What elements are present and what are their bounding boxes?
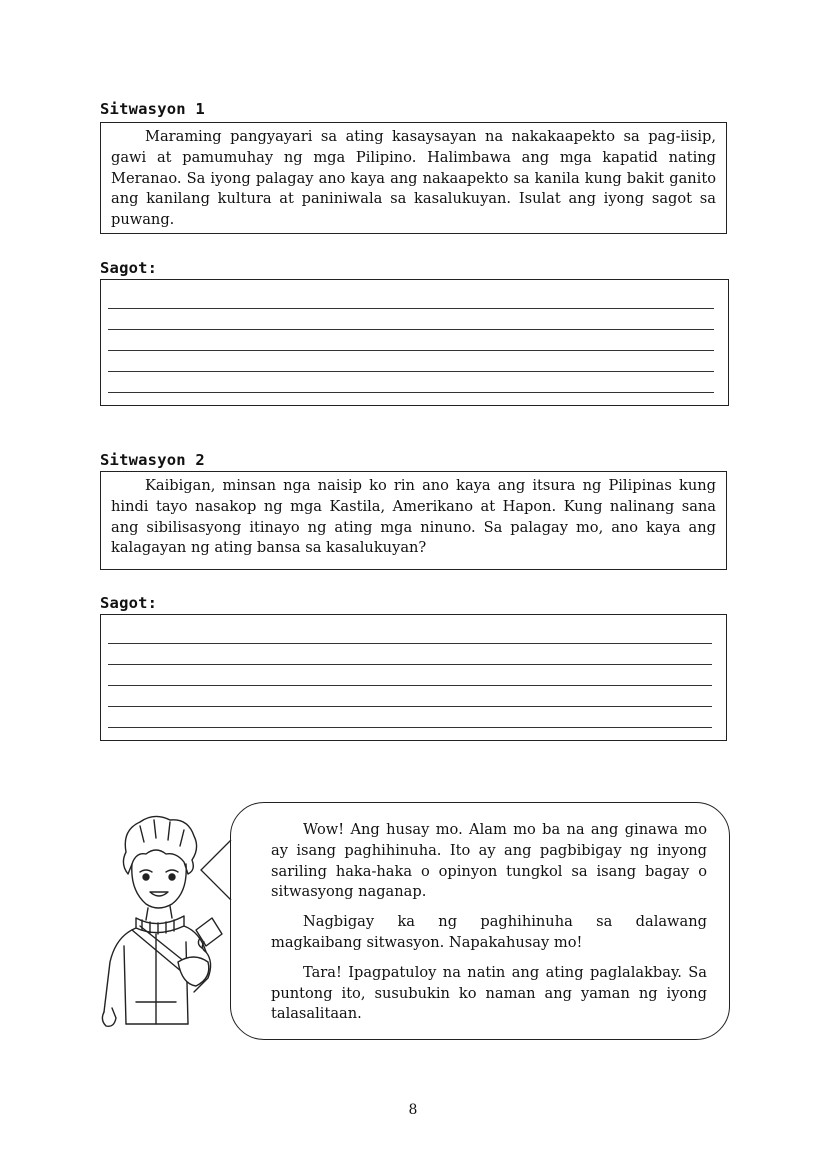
answer-line[interactable] <box>108 707 712 728</box>
page-number: 8 <box>408 1102 418 1118</box>
answer-line[interactable] <box>108 288 714 309</box>
situation-2-text: Kaibigan, minsan nga naisip ko rin ano kaya ang itsura ng Pilipinas kung hindi tayo nasakop ng mga Kastila, Amerikano at Hapon. Kung nalinang sana ang sibilisasyong itinayo ng ating mga ninuno. Sa palagay mo, ano kaya ang kalagayan ng ating bansa sa kasalukuyan? <box>111 477 716 557</box>
speech-paragraph-3: Tara! Ipagpatuloy na natin ang ating paglalakbay. Sa puntong ito, susubukin ko naman ang yaman ng iyong talasalitaan. <box>271 963 707 1023</box>
answer-line[interactable] <box>108 372 714 393</box>
speech-paragraph-1: Wow! Ang husay mo. Alam mo ba na ang ginawa mo ay isang paghihinuha. Ito ay ang pagbibigay ng inyong sariling haka-haka o opinyon tungkol sa isang bagay o sitwasyong naganap. <box>271 821 707 901</box>
answer-line[interactable] <box>108 665 712 686</box>
answer-line[interactable] <box>108 644 712 665</box>
answer-line[interactable] <box>108 686 712 707</box>
answer-2-heading: Sagot: <box>100 594 158 612</box>
answer-line[interactable] <box>108 330 714 351</box>
answer-1-box[interactable] <box>100 279 729 406</box>
answer-1-heading: Sagot: <box>100 259 158 277</box>
situation-2-box <box>100 471 727 570</box>
speech-bubble <box>230 802 730 1040</box>
answer-line[interactable] <box>108 351 714 372</box>
speech-paragraph-2: Nagbigay ka ng paghihinuha sa dalawang magkaibang sitwasyon. Napakahusay mo! <box>271 913 707 951</box>
answer-2-box[interactable] <box>100 614 727 741</box>
situation-1-box <box>100 122 727 234</box>
answer-line[interactable] <box>108 309 714 330</box>
answer-line[interactable] <box>108 623 712 644</box>
situation-1-text: Maraming pangyayari sa ating kasaysayan na nakakaapekto sa pag-iisip, gawi at pamumuhay ng mga Pilipino. Halimbawa ang mga kapatid nating Meranao. Sa iyong palagay ano kaya ang nakaapekto sa kanila kung bakit ganito ang kanilang kultura at paniniwala sa kasalukuyan. Isulat ang iyong sagot sa puwang. <box>111 128 716 229</box>
situation-2-heading: Sitwasyon 2 <box>100 451 205 469</box>
situation-1-heading: Sitwasyon 1 <box>100 100 205 118</box>
